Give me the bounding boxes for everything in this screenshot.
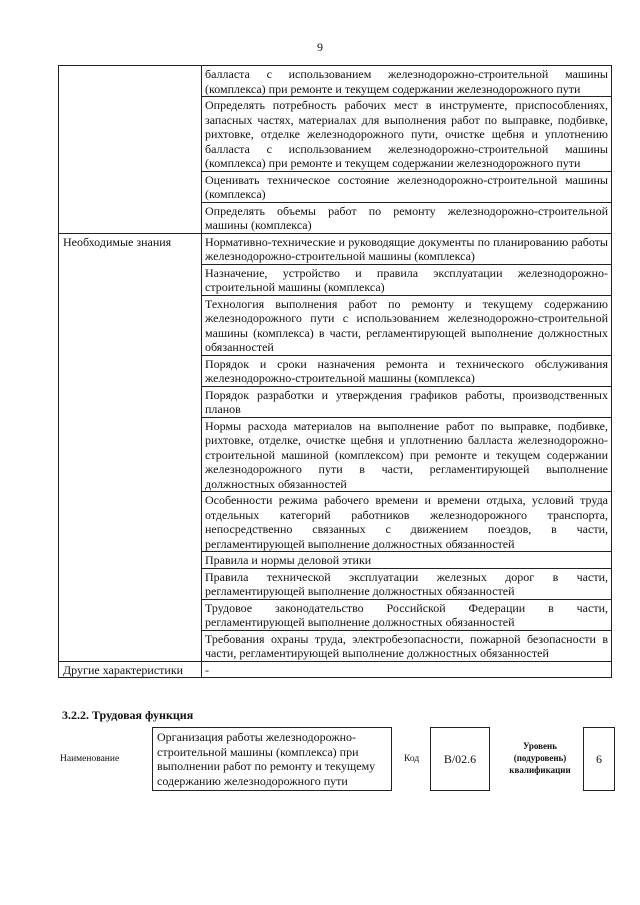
table-cell: Технология выполнения работ по ремонту и текущему содержанию железнодорожного пути с использованием железнодорожно-строительной машины (комплекса) в части, регламентирующей выполнение должностных обязанностей — [202, 295, 612, 355]
table-cell: Особенности режима рабочего времени и времени отдыха, условий труда отдельных категорий работников железнодорожного транспорта, непосредственно связанных с движением поездов, в части, регламентирующей выполнение должностных обязанностей — [202, 492, 612, 552]
table-cell: Определять потребность рабочих мест в инструменте, приспособлениях, запасных частях, материалах для выполнения работ по выправке, подбивке, рихтовке, отделке железнодорожного пути, очистке щебня и уплотнению балласта с использованием железнодорожно-строительной машины (комплекса) при ремонте и текущем содержании железнодорожного пути — [202, 97, 612, 172]
table-cell: Правила технической эксплуатации железных дорог в части, регламентирующей выполнение должностных обязанностей — [202, 568, 612, 599]
qualification-level-label: Уровень (подуровень) квалификации — [509, 741, 571, 775]
table-cell: Порядок разработки и утверждения графиков работы, производственных планов — [202, 386, 612, 417]
row-label-other: Другие характеристики — [59, 661, 202, 678]
table-row — [59, 66, 612, 97]
table-cell: Требования охраны труда, электробезопасности, пожарной безопасности в части, регламентирующей выполнение должностных обязанностей — [202, 630, 612, 661]
table-cell: Трудовое законодательство Российской Федерации в части, регламентирующей выполнение должностных обязанностей — [202, 599, 612, 630]
table-cell: Правила и нормы деловой этики — [202, 552, 612, 569]
table-cell: Порядок и сроки назначения ремонта и технического обслуживания железнодорожно-строительной машины (комплекса) — [202, 355, 612, 386]
table-row — [59, 661, 612, 678]
knowledge-table — [58, 65, 612, 678]
function-name-label: Наименование — [60, 754, 120, 764]
row-label-knowledge: Необходимые знания — [59, 233, 202, 661]
row-label-empty — [59, 66, 202, 234]
table-cell: балласта с использованием железнодорожно-строительной машины (комплекса) при ремонте и текущем содержании железнодорожного пути — [202, 66, 612, 97]
function-code-label: Код — [404, 754, 420, 764]
table-cell: Нормы расхода материалов на выполнение работ по выправке, подбивке, рихтовке, отделке, очистке щебня и уплотнению балласта железнодорожно-строительной машиной (комплексом) при ремонте и текущем содержании железнодорожного пути в части, регламентирующей выполнение должностных обязанностей — [202, 417, 612, 492]
qualification-level-box: 6 — [583, 727, 615, 791]
function-name-box: Организация работы железнодорожно-строительной машины (комплекса) при выполнении работ по ремонту и текущему содержанию железнодорожного пути — [152, 727, 392, 791]
table-cell: Назначение, устройство и правила эксплуатации железнодорожно-строительной машины (комплекса) — [202, 264, 612, 295]
table-row — [59, 233, 612, 264]
table-cell: Нормативно-технические и руководящие документы по планированию работы железнодорожно-строительной машины (комплекса) — [202, 233, 612, 264]
page-number: 9 — [317, 40, 323, 54]
table-cell: - — [202, 661, 612, 678]
section-heading: 3.2.2. Трудовая функция — [62, 708, 194, 722]
table-cell: Определять объемы работ по ремонту железнодорожно-строительной машины (комплекса) — [202, 202, 612, 233]
function-code-box: В/02.6 — [430, 727, 490, 791]
table-cell: Оценивать техническое состояние железнодорожно-строительной машины (комплекса) — [202, 171, 612, 202]
